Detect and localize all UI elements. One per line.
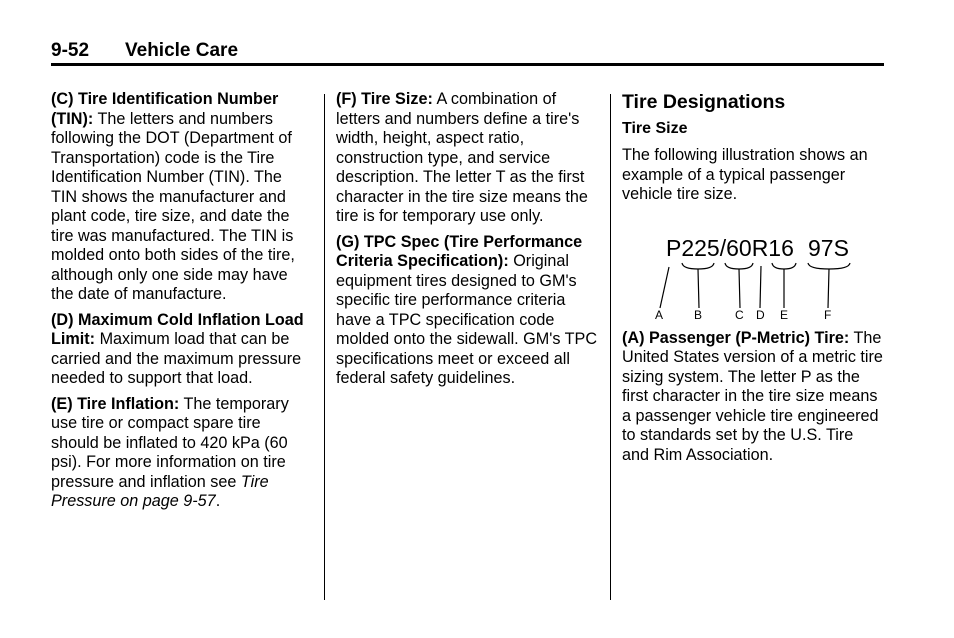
term-tire-size: (F) Tire Size: bbox=[336, 90, 433, 108]
callout-label-d: D bbox=[756, 307, 765, 319]
tire-code-service: 97S bbox=[808, 234, 849, 261]
tire-code-main: P225/60R16 bbox=[666, 234, 794, 261]
paragraph-max-cold-inflation bbox=[51, 311, 311, 389]
tire-size-diagram bbox=[622, 233, 872, 319]
callout-line-f bbox=[808, 263, 850, 308]
callout-label-f: F bbox=[824, 307, 832, 319]
callout-label-b: B bbox=[694, 307, 703, 319]
paragraph-tin bbox=[51, 90, 311, 305]
term-tin: (C) Tire Identification Number (TIN): bbox=[51, 90, 279, 128]
term-max-cold-inflation: (D) Maximum Cold Inflation Load Limit: bbox=[51, 310, 304, 348]
text-period: . bbox=[215, 492, 221, 510]
column-3 bbox=[622, 90, 884, 471]
callout-label-c: C bbox=[735, 307, 744, 319]
callout-label-e: E bbox=[780, 307, 789, 319]
term-passenger-tire: (A) Passenger (P-Metric) Tire: bbox=[622, 328, 850, 347]
cross-reference-link[interactable]: Tire Pressure on page 9-57 bbox=[51, 472, 269, 510]
callout-line-c bbox=[725, 263, 753, 308]
sub-heading: Tire Size bbox=[622, 120, 688, 137]
text-tire-inflation: The temporary use tire or compact spare tire should be inflated to 420 kPa (60 psi). For more information on tire pressure and inflation see bbox=[51, 394, 289, 491]
callout-lines bbox=[660, 263, 850, 308]
term-tpc-spec: (G) TPC Spec (Tire Performance Criteria Specification): bbox=[336, 232, 583, 270]
tire-size-illustration bbox=[622, 233, 872, 319]
paragraph-passenger-tire bbox=[622, 329, 884, 466]
text-passenger-tire: The United States version of a metric tire sizing system. The letter P as the first character in the tire size means a passenger vehicle tire engineered to standards set by the U.S. Tire and Rim Association. bbox=[622, 328, 883, 464]
header-rule bbox=[51, 63, 884, 66]
callout-line-a bbox=[660, 267, 669, 308]
callout-label-a: A bbox=[655, 307, 664, 319]
text-tin: The letters and numbers following the DOT (Department of Transportation) code is the Tire Identification Number (TIN). The TIN shows the manufacturer and plant code, tire size, and date the tire was manufactured. The TIN is molded onto both sides of the tire, although only one side may have the date of manufacture. bbox=[51, 109, 295, 303]
text-tpc-spec: Original equipment tires designed to GM's specific tire performance criteria have a TPC specification code molded onto the sidewall. GM's TPC specifications meet or exceed all federal safety guidelines. bbox=[336, 252, 598, 387]
section-title: Vehicle Care bbox=[125, 40, 239, 61]
callout-line-b bbox=[682, 263, 714, 308]
text-max-cold-inflation: Maximum load that can be carried and the maximum pressure needed to support that load. bbox=[51, 330, 302, 387]
callout-line-d bbox=[760, 266, 761, 308]
column-1 bbox=[51, 90, 311, 518]
page-number: 9-52 bbox=[51, 40, 90, 61]
section-heading: Tire Designations bbox=[622, 91, 786, 113]
column-divider-1 bbox=[324, 94, 325, 600]
paragraph-tire-inflation bbox=[51, 395, 311, 512]
paragraph-tire-size bbox=[336, 90, 600, 227]
text-tire-size: A combination of letters and numbers define a tire's width, height, aspect ratio, construction type, and service description. The letter T as the first character in the tire size means the tire is for temporary use only. bbox=[336, 90, 588, 225]
column-divider-2 bbox=[610, 94, 611, 600]
paragraph-tpc-spec bbox=[336, 233, 600, 389]
term-tire-inflation: (E) Tire Inflation: bbox=[51, 394, 180, 413]
callout-line-e bbox=[772, 263, 796, 308]
paragraph-intro: The following illustration shows an example of a typical passenger vehicle tire size. bbox=[622, 146, 868, 203]
page-header bbox=[51, 38, 884, 66]
column-2 bbox=[336, 90, 600, 395]
